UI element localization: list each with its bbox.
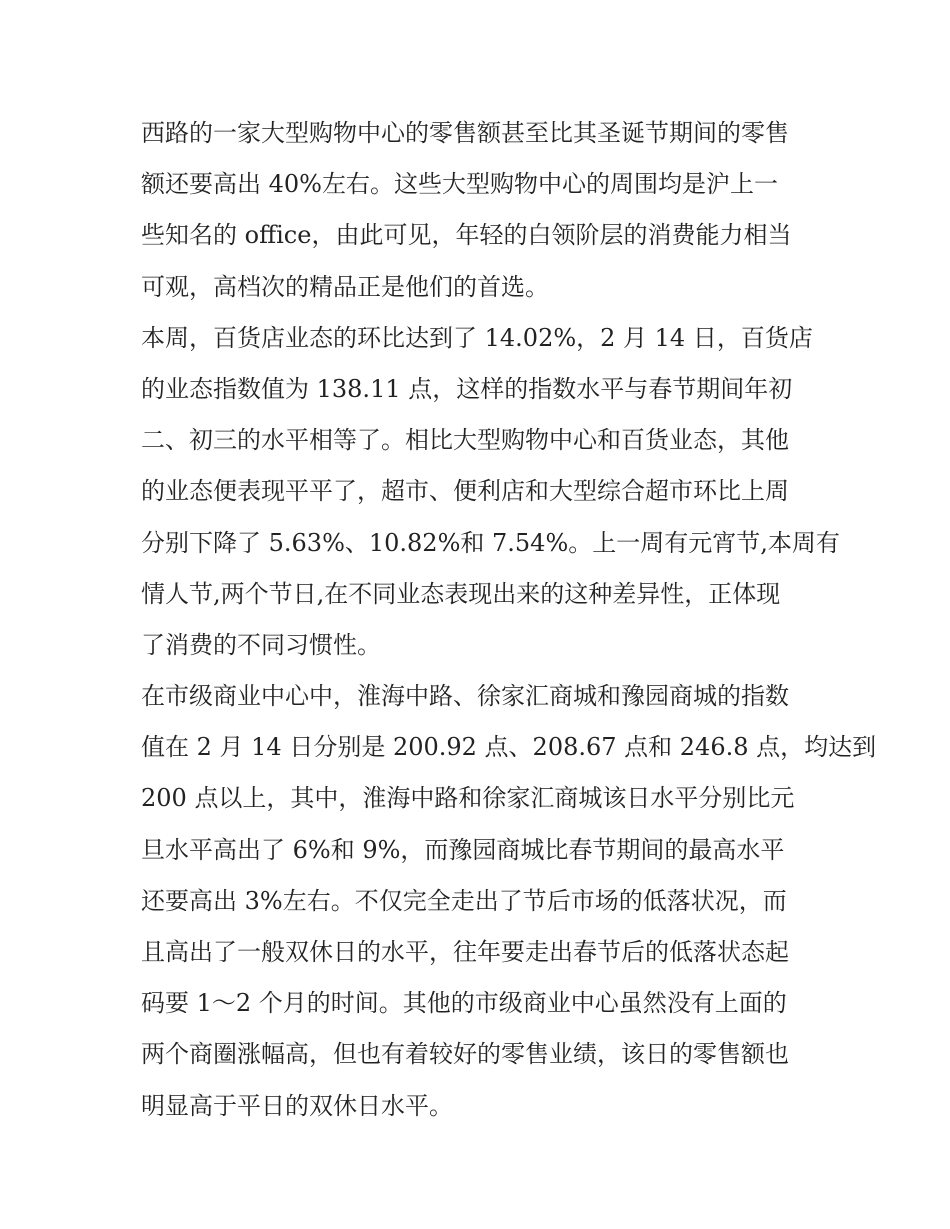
text-line: 的业态指数值为 138.11 点，这样的指数水平与春节期间年初	[141, 374, 793, 403]
text-line: 在市级商业中心中，淮海中路、徐家汇商城和豫园商城的指数	[141, 682, 789, 711]
text-line: 两个商圈涨幅高，但也有着较好的零售业绩，该日的零售额也	[141, 1040, 789, 1069]
text-line: 本周，百货店业态的环比达到了 14.02%，2 月 14 日，百货店	[141, 323, 813, 352]
text-line: 码要 1～2 个月的时间。其他的市级商业中心虽然没有上面的	[141, 989, 787, 1018]
paragraph-2	[141, 313, 840, 671]
text-line: 的业态便表现平平了，超市、便利店和大型综合超市环比上周	[141, 477, 789, 506]
text-line: 西路的一家大型购物中心的零售额甚至比其圣诞节期间的零售	[141, 119, 789, 147]
text-line: 明显高于平日的双休日水平。	[141, 1091, 453, 1120]
text-line: 二、初三的水平相等了。相比大型购物中心和百货业态，其他	[141, 426, 789, 455]
document-body	[141, 108, 877, 1132]
text-line: 值在 2 月 14 日分别是 200.92 点、208.67 点和 246.8 点，均达到	[141, 733, 877, 762]
text-line: 分别下降了 5.63%、10.82%和 7.54%。上一周有元宵节,本周有	[141, 528, 840, 557]
text-line: 还要高出 3%左右。不仅完全走出了节后市场的低落状况，而	[141, 886, 787, 915]
text-line: 且高出了一般双休日的水平，往年要走出春节后的低落状态起	[141, 938, 789, 966]
text-line: 些知名的 office，由此可见，年轻的白领阶层的消费能力相当	[141, 221, 792, 250]
text-line: 额还要高出 40%左右。这些大型购物中心的周围均是沪上一	[141, 170, 778, 199]
paragraph-1	[141, 108, 813, 313]
text-line: 旦水平高出了 6%和 9%，而豫园商城比春节期间的最高水平	[141, 835, 785, 864]
text-line: 了消费的不同习惯性。	[141, 630, 381, 659]
paragraph-3	[141, 671, 877, 1132]
text-line: 200 点以上，其中，淮海中路和徐家汇商城该日水平分别比元	[141, 784, 795, 813]
text-line: 情人节,两个节日,在不同业态表现出来的这种差异性，正体现	[141, 579, 781, 608]
text-line: 可观，高档次的精品正是他们的首选。	[141, 272, 549, 301]
